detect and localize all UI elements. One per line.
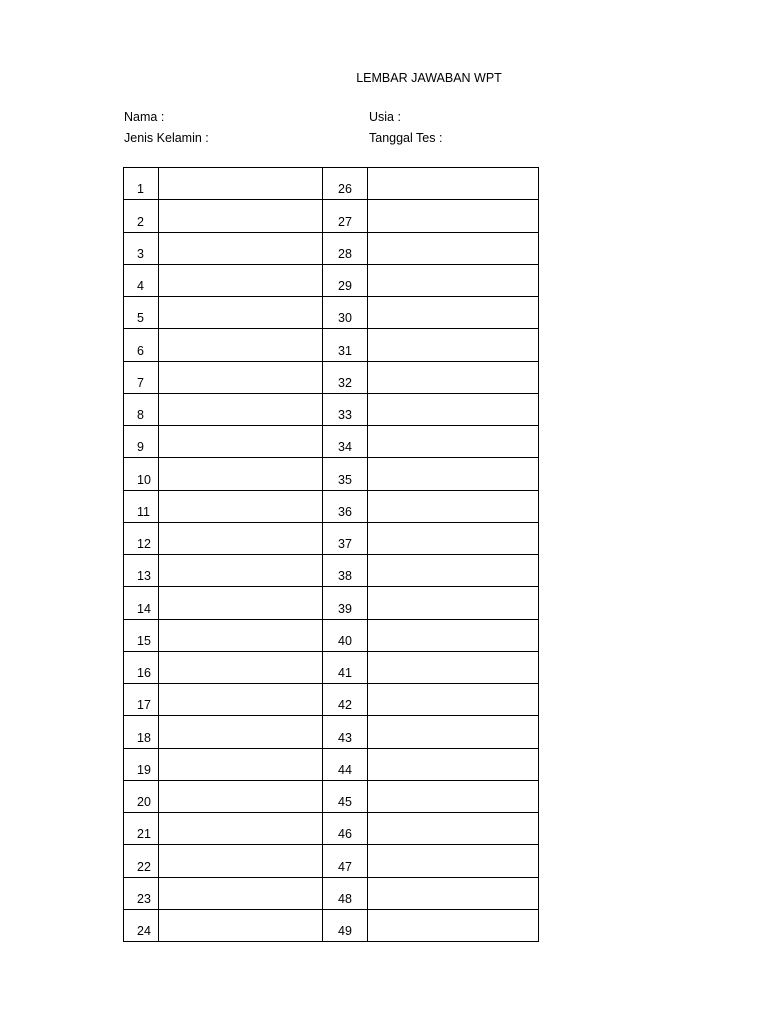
- answer-cell-right[interactable]: [368, 877, 539, 909]
- answer-cell-left[interactable]: [159, 393, 323, 425]
- question-number-left: 15: [124, 619, 159, 651]
- question-number-right: 31: [323, 329, 368, 361]
- answer-cell-left[interactable]: [159, 232, 323, 264]
- answer-cell-right[interactable]: [368, 619, 539, 651]
- answer-cell-left[interactable]: [159, 845, 323, 877]
- question-number-left: 10: [124, 458, 159, 490]
- answer-cell-left[interactable]: [159, 748, 323, 780]
- table-row: [124, 651, 539, 683]
- question-number-left: 16: [124, 651, 159, 683]
- table-row: [124, 297, 539, 329]
- question-number-right: 45: [323, 780, 368, 812]
- answer-cell-left[interactable]: [159, 587, 323, 619]
- answer-cell-right[interactable]: [368, 168, 539, 200]
- answer-cell-left[interactable]: [159, 168, 323, 200]
- table-row: [124, 361, 539, 393]
- answer-cell-right[interactable]: [368, 651, 539, 683]
- answer-cell-right[interactable]: [368, 361, 539, 393]
- question-number-right: 43: [323, 716, 368, 748]
- question-number-left: 13: [124, 555, 159, 587]
- answer-cell-left[interactable]: [159, 877, 323, 909]
- answer-cell-left[interactable]: [159, 684, 323, 716]
- question-number-left: 11: [124, 490, 159, 522]
- question-number-left: 3: [124, 232, 159, 264]
- answer-cell-right[interactable]: [368, 232, 539, 264]
- question-number-right: 30: [323, 297, 368, 329]
- answer-cell-left[interactable]: [159, 297, 323, 329]
- question-number-left: 17: [124, 684, 159, 716]
- answer-cell-left[interactable]: [159, 780, 323, 812]
- question-number-left: 4: [124, 264, 159, 296]
- question-number-right: 37: [323, 522, 368, 554]
- answer-table: [123, 167, 539, 942]
- question-number-left: 2: [124, 200, 159, 232]
- table-row: [124, 490, 539, 522]
- answer-cell-right[interactable]: [368, 780, 539, 812]
- table-row: [124, 458, 539, 490]
- question-number-left: 7: [124, 361, 159, 393]
- question-number-left: 6: [124, 329, 159, 361]
- question-number-right: 29: [323, 264, 368, 296]
- question-number-left: 5: [124, 297, 159, 329]
- table-row: [124, 522, 539, 554]
- jenis-kelamin-label: Jenis Kelamin :: [124, 131, 209, 145]
- table-row: [124, 748, 539, 780]
- usia-label: Usia :: [369, 110, 401, 124]
- answer-table-body: [124, 168, 539, 942]
- table-row: [124, 393, 539, 425]
- answer-cell-left[interactable]: [159, 813, 323, 845]
- table-row: [124, 426, 539, 458]
- answer-cell-left[interactable]: [159, 651, 323, 683]
- answer-cell-left[interactable]: [159, 909, 323, 941]
- answer-cell-right[interactable]: [368, 813, 539, 845]
- question-number-left: 14: [124, 587, 159, 619]
- table-row: [124, 684, 539, 716]
- answer-cell-right[interactable]: [368, 716, 539, 748]
- table-row: [124, 845, 539, 877]
- question-number-left: 19: [124, 748, 159, 780]
- answer-cell-right[interactable]: [368, 200, 539, 232]
- answer-cell-left[interactable]: [159, 522, 323, 554]
- question-number-left: 21: [124, 813, 159, 845]
- answer-cell-left[interactable]: [159, 555, 323, 587]
- table-row: [124, 329, 539, 361]
- question-number-right: 32: [323, 361, 368, 393]
- table-row: [124, 168, 539, 200]
- answer-cell-right[interactable]: [368, 587, 539, 619]
- answer-cell-right[interactable]: [368, 684, 539, 716]
- answer-cell-left[interactable]: [159, 619, 323, 651]
- table-row: [124, 909, 539, 941]
- question-number-left: 24: [124, 909, 159, 941]
- answer-cell-right[interactable]: [368, 426, 539, 458]
- question-number-left: 23: [124, 877, 159, 909]
- question-number-left: 8: [124, 393, 159, 425]
- answer-cell-right[interactable]: [368, 555, 539, 587]
- question-number-right: 47: [323, 845, 368, 877]
- question-number-right: 48: [323, 877, 368, 909]
- question-number-right: 26: [323, 168, 368, 200]
- question-number-right: 38: [323, 555, 368, 587]
- tanggal-tes-label: Tanggal Tes :: [369, 131, 443, 145]
- question-number-left: 18: [124, 716, 159, 748]
- table-row: [124, 264, 539, 296]
- question-number-right: 33: [323, 393, 368, 425]
- answer-cell-left[interactable]: [159, 264, 323, 296]
- table-row: [124, 716, 539, 748]
- table-row: [124, 813, 539, 845]
- table-row: [124, 877, 539, 909]
- question-number-right: 27: [323, 200, 368, 232]
- question-number-right: 34: [323, 426, 368, 458]
- answer-cell-right[interactable]: [368, 909, 539, 941]
- question-number-left: 20: [124, 780, 159, 812]
- question-number-right: 49: [323, 909, 368, 941]
- question-number-right: 41: [323, 651, 368, 683]
- answer-cell-left[interactable]: [159, 200, 323, 232]
- table-row: [124, 780, 539, 812]
- question-number-right: 39: [323, 587, 368, 619]
- answer-cell-left[interactable]: [159, 458, 323, 490]
- answer-cell-right[interactable]: [368, 393, 539, 425]
- question-number-left: 12: [124, 522, 159, 554]
- answer-cell-left[interactable]: [159, 426, 323, 458]
- answer-cell-left[interactable]: [159, 329, 323, 361]
- answer-cell-left[interactable]: [159, 490, 323, 522]
- question-number-left: 1: [124, 168, 159, 200]
- sheet-title: [0, 71, 768, 85]
- table-row: [124, 587, 539, 619]
- question-number-right: 46: [323, 813, 368, 845]
- answer-cell-right[interactable]: [368, 490, 539, 522]
- question-number-right: 35: [323, 458, 368, 490]
- answer-cell-right[interactable]: [368, 264, 539, 296]
- question-number-right: 44: [323, 748, 368, 780]
- question-number-right: 28: [323, 232, 368, 264]
- answer-cell-right[interactable]: [368, 522, 539, 554]
- answer-cell-left[interactable]: [159, 716, 323, 748]
- question-number-right: 36: [323, 490, 368, 522]
- table-row: [124, 232, 539, 264]
- table-row: [124, 200, 539, 232]
- question-number-right: 40: [323, 619, 368, 651]
- question-number-left: 22: [124, 845, 159, 877]
- question-number-right: 42: [323, 684, 368, 716]
- answer-cell-right[interactable]: [368, 845, 539, 877]
- answer-cell-right[interactable]: [368, 297, 539, 329]
- answer-cell-right[interactable]: [368, 329, 539, 361]
- nama-label: Nama :: [124, 110, 165, 124]
- question-number-left: 9: [124, 426, 159, 458]
- answer-cell-left[interactable]: [159, 361, 323, 393]
- table-row: [124, 555, 539, 587]
- sheet-title-text: LEMBAR JAWABAN WPT: [356, 71, 502, 85]
- answer-cell-right[interactable]: [368, 748, 539, 780]
- table-row: [124, 619, 539, 651]
- answer-cell-right[interactable]: [368, 458, 539, 490]
